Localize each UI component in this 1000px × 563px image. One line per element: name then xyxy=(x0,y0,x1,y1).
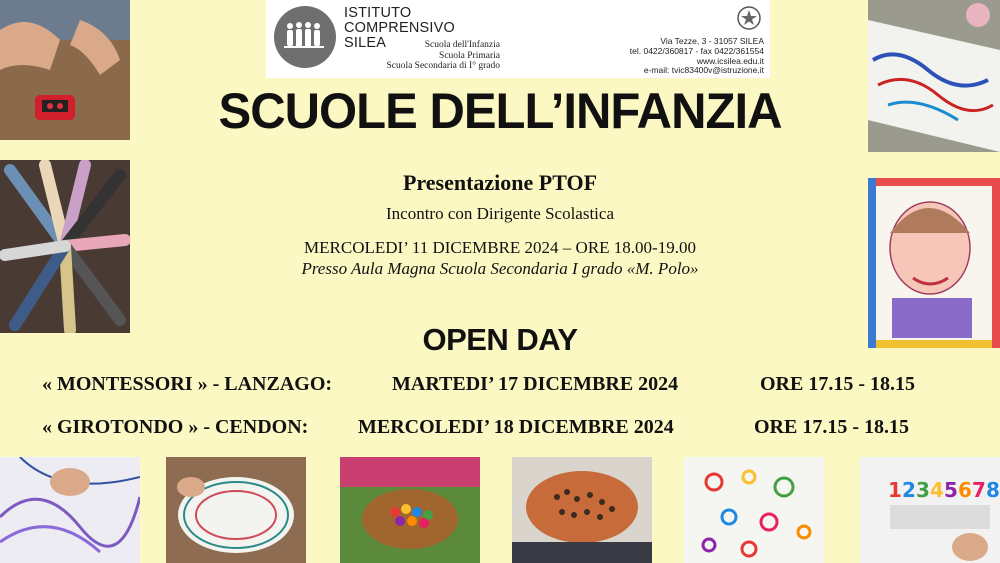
svg-text:1: 1 xyxy=(888,478,902,502)
svg-text:3: 3 xyxy=(916,478,930,502)
institute-name: ISTITUTO COMPRENSIVO SILEA xyxy=(344,5,455,51)
italian-republic-emblem-icon xyxy=(736,5,762,31)
school-header-banner xyxy=(266,0,770,78)
svg-text:6: 6 xyxy=(958,478,972,502)
presentation-subtitle: Incontro con Dirigente Scolastica xyxy=(385,204,614,223)
event-2-school: « GIROTONDO » - CENDON: xyxy=(42,416,309,438)
page-title: SCUOLE DELL’INFANZIA xyxy=(218,83,782,139)
colored-dots-photo xyxy=(684,457,824,563)
child-portrait-drawing xyxy=(868,178,1000,348)
school-logo-icon xyxy=(274,6,336,68)
svg-text:5: 5 xyxy=(944,478,958,502)
circle-drawing-photo xyxy=(166,457,306,563)
school-types: Scuola dell'Infanzia Scuola Primaria Scuola Secondaria di I° grado xyxy=(386,40,500,71)
event-1-school: « MONTESSORI » - LANZAGO: xyxy=(42,373,333,395)
event-2-time: ORE 17.15 - 18.15 xyxy=(754,416,909,438)
svg-text:2: 2 xyxy=(902,478,916,502)
open-day-heading: OPEN DAY xyxy=(422,322,578,357)
event-2-date: MERCOLEDI’ 18 DICEMBRE 2024 xyxy=(358,416,674,438)
event-1-time: ORE 17.15 - 18.15 xyxy=(760,373,915,395)
child-robot-photo xyxy=(0,0,130,140)
svg-text:8: 8 xyxy=(986,478,1000,502)
presentation-place: Presso Aula Magna Scuola Secondaria I grado «M. Polo» xyxy=(301,259,699,278)
children-socks-photo xyxy=(0,160,130,333)
svg-text:4: 4 xyxy=(930,478,944,502)
number-magnets-photo xyxy=(860,457,1000,563)
contact-info: Via Tezze, 3 - 31057 SILEA tel. 0422/360817 - fax 0422/361554 www.icsilea.edu.it e-mail: tvic83400v@istruzione.it xyxy=(629,36,764,76)
basket-eggs-photo xyxy=(340,457,480,563)
drawing-lines-photo xyxy=(0,457,140,563)
svg-text:7: 7 xyxy=(972,478,986,502)
painting-floor-photo xyxy=(868,0,1000,152)
presentation-date: MERCOLEDI’ 11 DICEMBRE 2024 – ORE 18.00-19.00 xyxy=(304,238,696,257)
dotted-painting-photo xyxy=(512,457,652,563)
presentation-heading: Presentazione PTOF xyxy=(402,170,598,195)
event-1-date: MARTEDI’ 17 DICEMBRE 2024 xyxy=(392,373,679,395)
